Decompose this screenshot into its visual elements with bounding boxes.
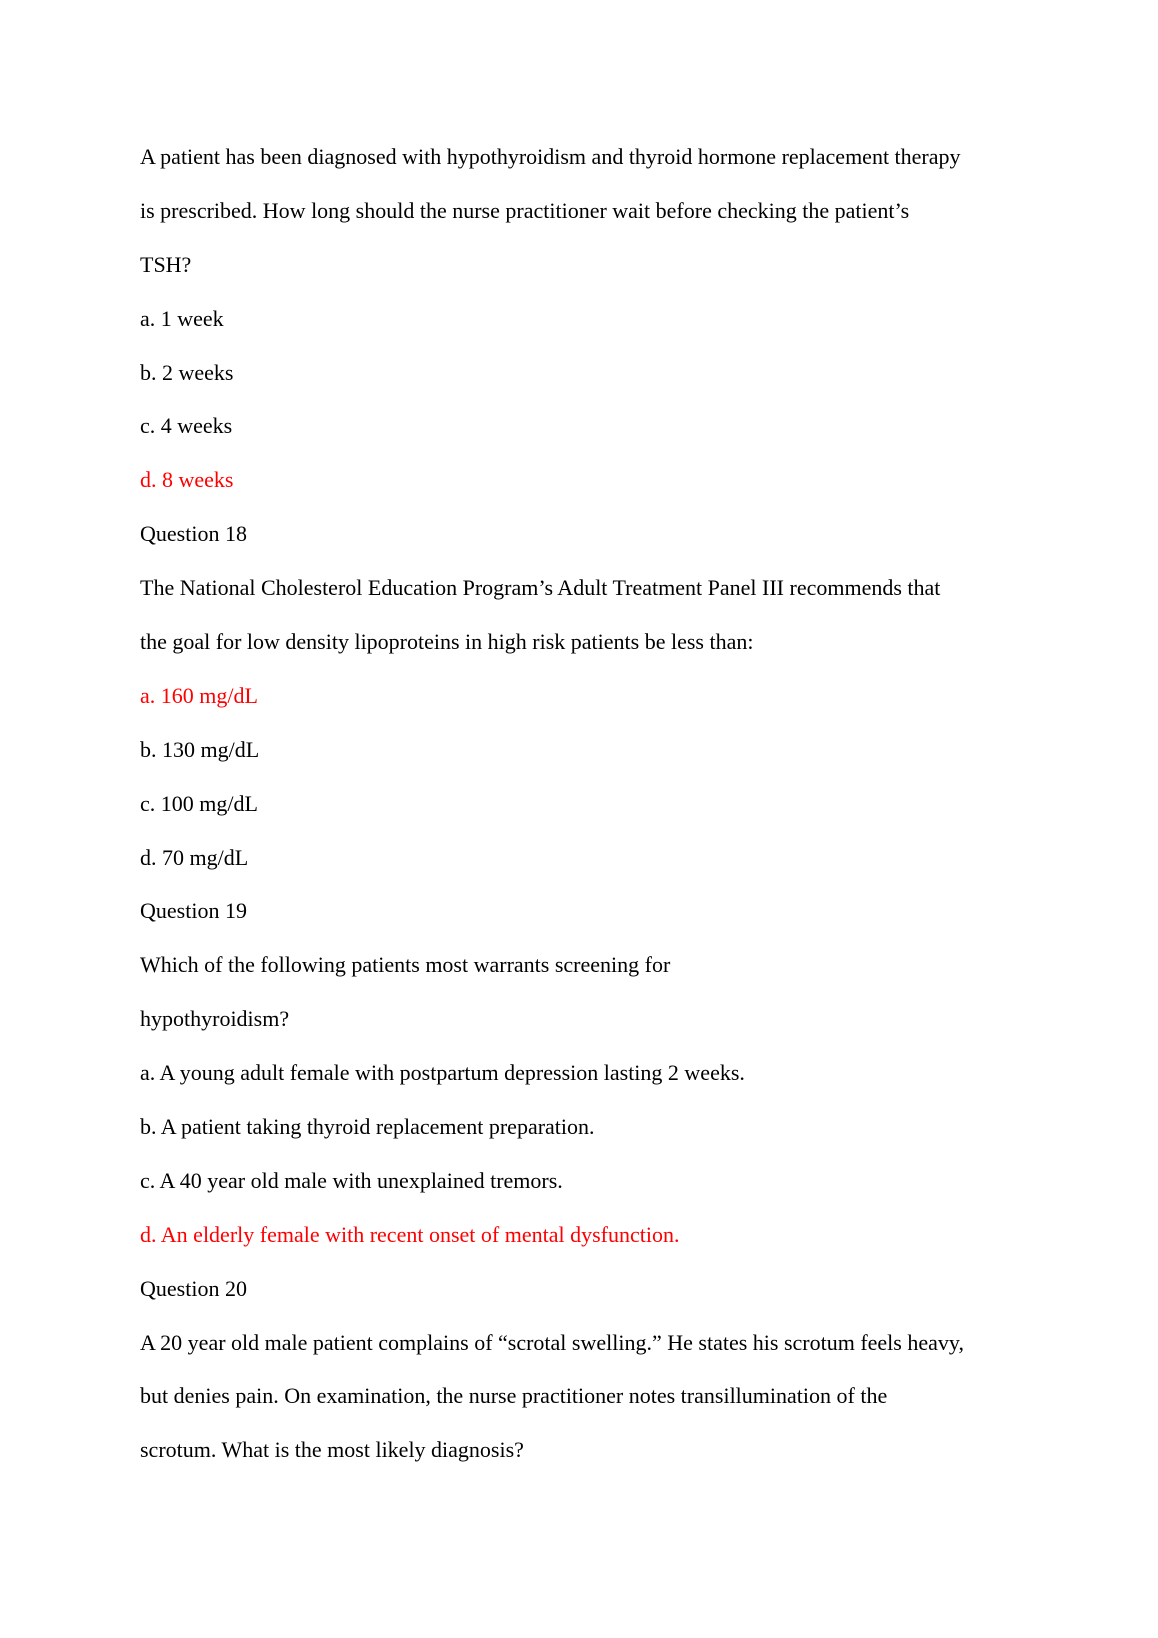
q17-stem-line-1: A patient has been diagnosed with hypothyroidism and thyroid hormone replacement therapy — [140, 144, 961, 169]
q19-option-c: c. A 40 year old male with unexplained tremors. — [140, 1167, 563, 1193]
q19-heading: Question 19 — [140, 898, 247, 924]
q19-option-a: a. A young adult female with postpartum depression lasting 2 weeks. — [140, 1060, 745, 1086]
q17-stem-line-2: is prescribed. How long should the nurse practitioner wait before checking the patient’s — [140, 197, 910, 223]
q20-stem-line-3: scrotum. What is the most likely diagnosis? — [140, 1437, 524, 1463]
q17-option-b: b. 2 weeks — [140, 359, 234, 385]
q20-heading: Question 20 — [140, 1275, 247, 1301]
q18-option-d: d. 70 mg/dL — [140, 844, 249, 870]
q18-heading: Question 18 — [140, 521, 247, 547]
document-body — [140, 130, 1040, 1477]
q18-stem-line-1: The National Cholesterol Education Program’s Adult Treatment Panel III recommends that — [140, 575, 941, 601]
q18-option-a-answer: a. 160 mg/dL — [140, 682, 258, 708]
q18-stem-line-2: the goal for low density lipoproteins in high risk patients be less than: — [140, 629, 754, 655]
q20-stem-line-1: A 20 year old male patient complains of “scrotal swelling.” He states his scrotum feels heavy, — [140, 1329, 964, 1355]
q17-option-c: c. 4 weeks — [140, 413, 233, 439]
q20-stem-line-2: but denies pain. On examination, the nurse practitioner notes transillumination of the — [140, 1383, 888, 1409]
q18-option-c: c. 100 mg/dL — [140, 790, 258, 816]
q19-stem-line-2: hypothyroidism? — [140, 1006, 290, 1032]
q19-option-b: b. A patient taking thyroid replacement preparation. — [140, 1114, 595, 1140]
q17-stem-line-3: TSH? — [140, 251, 192, 277]
q18-option-b: b. 130 mg/dL — [140, 736, 260, 762]
q19-stem-line-1: Which of the following patients most warrants screening for — [140, 952, 671, 978]
q17-option-a: a. 1 week — [140, 305, 224, 331]
q17-option-d-answer: d. 8 weeks — [140, 467, 234, 493]
q19-option-d-answer: d. An elderly female with recent onset of mental dysfunction. — [140, 1221, 680, 1247]
